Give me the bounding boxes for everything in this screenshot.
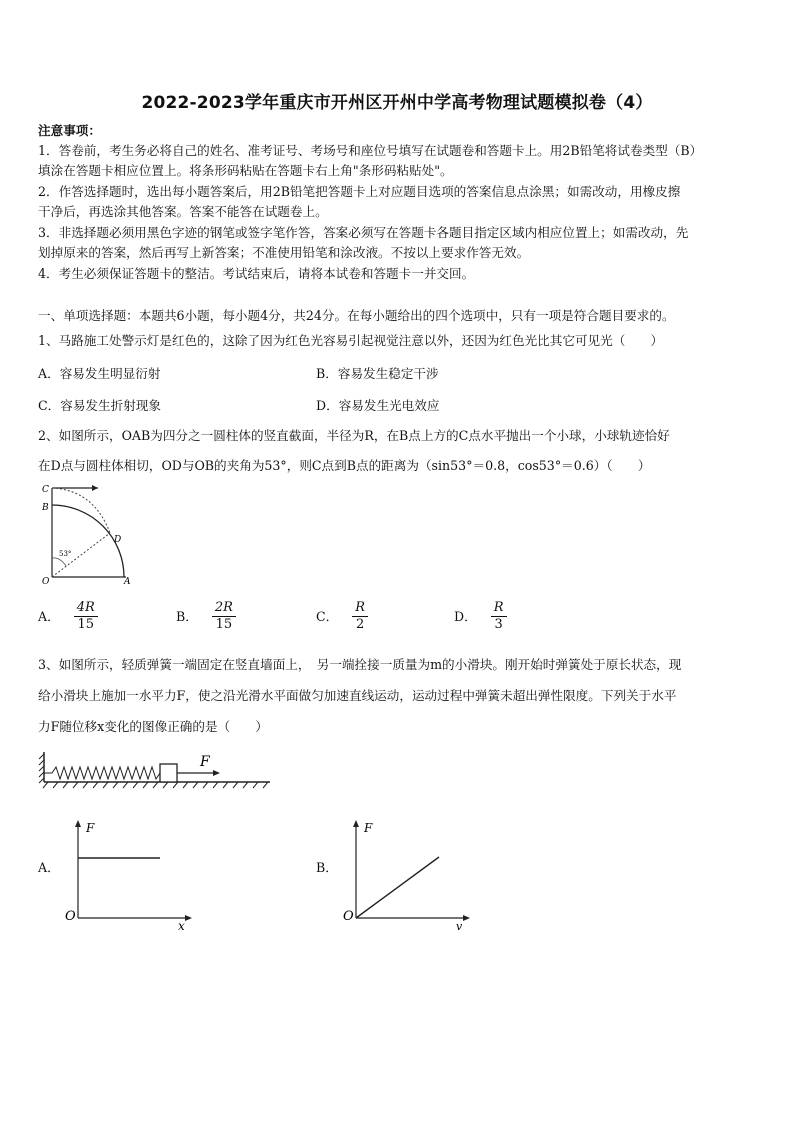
arrow-head (92, 485, 98, 491)
fraction: $\frac{4R}{15}$ (74, 600, 98, 633)
question-stem: 1、马路施工处警示灯是红色的，这除了因为红色光容易引起视觉注意以外，还因为红色光比其它可见光（ ） (38, 333, 664, 348)
y-axis-label: F (86, 821, 95, 835)
fraction: $\frac{R}{3}$ (491, 600, 507, 633)
graph-a (60, 818, 200, 933)
question-stem: 给小滑块上施加一水平力F，使之沿光滑水平面做匀加速直线运动，运动过程中弹簧未超出弹性限度。下列关于水平 (38, 688, 677, 703)
x-axis-label: v (456, 920, 463, 933)
notice-line: 干净后，再选涂其他答案。答案不能答在试题卷上。 (38, 204, 328, 219)
x-axis-arrow (463, 915, 470, 921)
label-b: B (42, 503, 49, 513)
y-axis-label: F (364, 821, 373, 835)
question-stem: 力F随位移x变化的图像正确的是（ ） (38, 719, 268, 734)
spring-block-figure (38, 748, 278, 794)
label-o: O (42, 577, 50, 587)
option-b[interactable]: B．容易发生稳定干涉 (316, 366, 439, 381)
option-b[interactable]: B． $\frac{2R}{15}$ (176, 600, 236, 633)
page-title: 2022-2023学年重庆市开州区开州中学高考物理试题模拟卷（4） (141, 93, 653, 113)
option-d[interactable]: D．容易发生光电效应 (316, 398, 440, 413)
y-axis-arrow (75, 820, 81, 827)
question-stem: 2、如图所示，OAB为四分之一圆柱体的竖直截面，半径为R，在B点上方的C点水平抛出一个小球，小球轨迹恰好 (38, 428, 670, 443)
origin-label: O (343, 909, 354, 924)
floor-hatching (43, 782, 268, 788)
notice-line: 3．非选择题必须用黑色字迹的钢笔或签字笔作答，答案必须写在答题卡各题目指定区域内相应位置上；如需改动，先 (38, 225, 689, 240)
notice-line: 4．考生必须保证答题卡的整洁。考试结束后，请将本试卷和答题卡一并交回。 (38, 266, 475, 281)
option-b[interactable]: B． (316, 860, 338, 875)
slider-block (160, 764, 177, 782)
option-a[interactable]: A． $\frac{4R}{15}$ (38, 600, 98, 633)
notice-line: 划掉原来的答案，然后再写上新答案；不准使用铅笔和涂改液。不按以上要求作答无效。 (38, 245, 530, 260)
question-stem: 在D点与圆柱体相切，OD与OB的夹角为53°，则C点到B点的距离为（sin53°＝0.8，cos53°＝0.6）（ ） (38, 458, 651, 473)
graph-line (356, 857, 439, 918)
force-label: F (200, 754, 210, 770)
graph-b (338, 818, 478, 933)
option-c[interactable]: C．容易发生折射现象 (38, 398, 161, 413)
fraction: $\frac{2R}{15}$ (212, 600, 236, 633)
notice-line: 2．作答选择题时，选出每小题答案后，用2B铅笔把答题卡上对应题目选项的答案信息点涂黑；如需改动，用橡皮擦 (38, 184, 681, 199)
spring (44, 767, 160, 779)
origin-label: O (65, 909, 76, 924)
x-axis-label: x (178, 919, 185, 933)
notice-heading: 注意事项： (38, 123, 101, 138)
notice-line: 1．答卷前，考生务必将自己的姓名、准考证号、考场号和座位号填写在试题卷和答题卡上。用2B铅笔将试卷类型（B） (38, 143, 703, 158)
notice-line: 填涂在答题卡相应位置上。将条形码粘贴在答题卡右上角"条形码粘贴处"。 (38, 163, 453, 178)
x-axis-arrow (185, 915, 192, 921)
option-c[interactable]: C． $\frac{R}{2}$ (316, 600, 368, 633)
label-c: C (42, 485, 49, 495)
label-d: D (114, 535, 122, 545)
option-d[interactable]: D． $\frac{R}{3}$ (454, 600, 507, 633)
section-heading: 一、单项选择题：本题共6小题，每小题4分，共24分。在每小题给出的四个选项中，只有一项是符合题目要求的。 (38, 308, 675, 323)
fraction: $\frac{R}{2}$ (352, 600, 368, 633)
question-stem: 3、如图所示，轻质弹簧一端固定在竖直墙面上， 另一端拴接一质量为m的小滑块。刚开始时弹簧处于原长状态，现 (38, 657, 682, 672)
label-a: A (124, 577, 131, 587)
quarter-cylinder-figure (38, 480, 138, 586)
angle-label: 53° (59, 550, 72, 558)
force-arrow-head (213, 770, 220, 776)
angle-arc (52, 558, 66, 566)
option-a[interactable]: A． (38, 860, 60, 875)
y-axis-arrow (353, 820, 359, 827)
option-a[interactable]: A．容易发生明显衍射 (38, 366, 161, 381)
